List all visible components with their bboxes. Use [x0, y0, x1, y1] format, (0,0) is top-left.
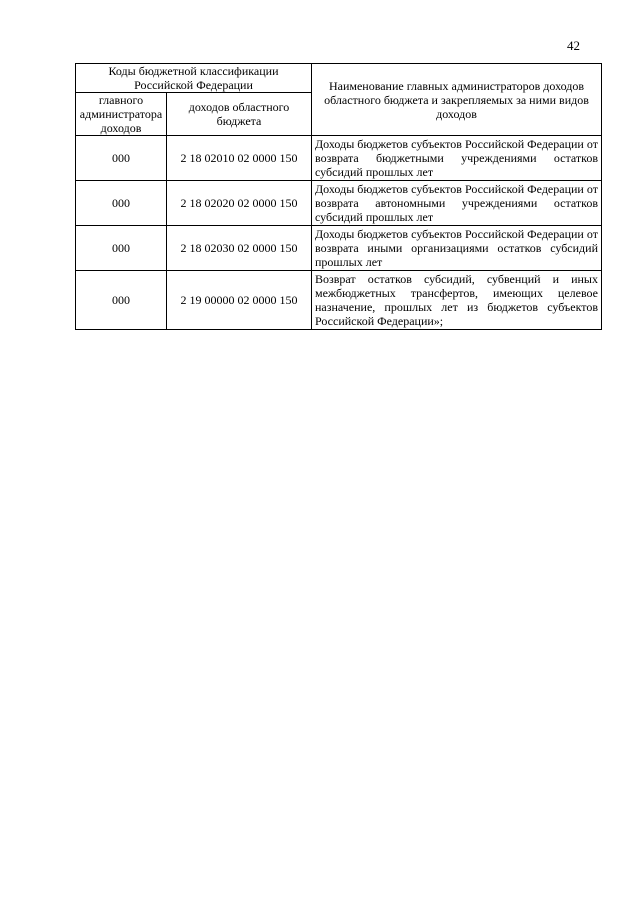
header-budget-codes-group: Коды бюджетной классификации Российской Федерации — [76, 64, 312, 93]
cell-income-name: Доходы бюджетов субъектов Российской Федерации от возврата иными организациями остатков субсидий прошлых лет — [312, 226, 602, 271]
table-row — [76, 181, 602, 226]
cell-income-code: 2 18 02020 02 0000 150 — [167, 181, 312, 226]
cell-income-name: Доходы бюджетов субъектов Российской Федерации от возврата автономными учреждениями остатков субсидий прошлых лет — [312, 181, 602, 226]
cell-income-code: 2 18 02030 02 0000 150 — [167, 226, 312, 271]
cell-administrator-code: 000 — [76, 181, 167, 226]
budget-classification-table — [75, 63, 602, 330]
cell-administrator-code: 000 — [76, 271, 167, 330]
header-regional-income: доходов областного бюджета — [167, 93, 312, 136]
header-main-administrator: главного администратора доходов — [76, 93, 167, 136]
cell-income-name: Возврат остатков субсидий, субвенций и иных межбюджетных трансфертов, имеющих целевое назначение, прошлых лет из бюджетов субъектов Российской Федерации»; — [312, 271, 602, 330]
table-row — [76, 271, 602, 330]
header-administrator-name: Наименование главных администраторов доходов областного бюджета и закрепляемых за ними видов доходов — [312, 64, 602, 136]
table-row — [76, 226, 602, 271]
cell-income-code: 2 19 00000 02 0000 150 — [167, 271, 312, 330]
page-number: 42 — [567, 38, 580, 53]
cell-income-name: Доходы бюджетов субъектов Российской Федерации от возврата бюджетными учреждениями остатков субсидий прошлых лет — [312, 136, 602, 181]
table-row — [76, 136, 602, 181]
cell-administrator-code: 000 — [76, 226, 167, 271]
cell-administrator-code: 000 — [76, 136, 167, 181]
cell-income-code: 2 18 02010 02 0000 150 — [167, 136, 312, 181]
table-header-row — [76, 64, 602, 93]
